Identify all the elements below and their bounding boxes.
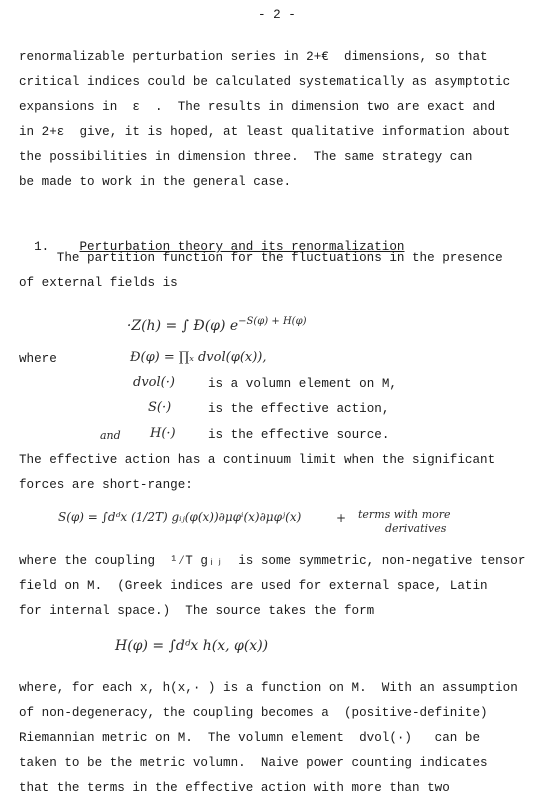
text-line: The partition function for the fluctuations in the presence: [19, 251, 503, 265]
section-heading: [19, 226, 404, 254]
source-description: is the effective source.: [208, 428, 390, 442]
text-line: of external fields is: [19, 276, 178, 290]
text-line: critical indices could be calculated systematically as asymptotic: [19, 75, 511, 89]
text-line: taken to be the metric volumn. Naive power counting indicates: [19, 756, 488, 770]
text-line: of non-degeneracy, the coupling becomes a (positive-definite): [19, 706, 488, 720]
text-line: in 2+ε give, it is hoped, at least qualitative information about: [19, 125, 511, 139]
text-line: for internal space.) The source takes the form: [19, 604, 375, 618]
equation-effective-action: S(φ) = ∫dᵈx (1/2T) gᵢⱼ(φ(x))∂μφⁱ(x)∂μφʲ(x): [58, 510, 302, 524]
text-line: The effective action has a continuum limit when the significant: [19, 453, 496, 467]
and-label: and: [100, 429, 121, 442]
dvol-description: is a volumn element on M,: [208, 377, 397, 391]
text-line: be made to work in the general case.: [19, 175, 292, 189]
where-label: where: [19, 352, 57, 366]
text-line: the possibilities in dimension three. The same strategy can: [19, 150, 473, 164]
text-line: forces are short-range:: [19, 478, 193, 492]
more-terms-note: terms with more: [358, 508, 451, 521]
measure-definition: Đ(φ) = ∏ₓ dvol(φ(x)),: [130, 350, 267, 365]
equation-exponent: −S(φ) + H(φ): [238, 316, 307, 327]
dvol-symbol: dvol(·): [133, 375, 175, 390]
action-symbol: S(·): [148, 400, 172, 415]
page-number: - 2 -: [258, 8, 296, 22]
equation-partition-function: [118, 302, 306, 336]
text-line: where, for each x, h(x,· ) is a function on M. With an assumption: [19, 681, 518, 695]
plus-sign: +: [336, 511, 347, 525]
text-line: Riemannian metric on M. The volumn element dvol(·) can be: [19, 731, 481, 745]
text-line: field on M. (Greek indices are used for external space, Latin: [19, 579, 488, 593]
equation-source: H(φ) = ∫dᵈx h(x, φ(x)): [115, 638, 269, 654]
section-title: Perturbation theory and its renormalization: [79, 240, 405, 254]
text-line: where the coupling ¹⁄T gᵢⱼ is some symmetric, non-negative tensor: [19, 554, 526, 568]
more-terms-note: derivatives: [385, 522, 447, 535]
source-symbol: H(·): [150, 426, 176, 441]
text-line: that the terms in the effective action with more than two: [19, 781, 450, 795]
action-description: is the effective action,: [208, 402, 390, 416]
text-line: expansions in ε . The results in dimension two are exact and: [19, 100, 496, 114]
text-line: renormalizable perturbation series in 2+€ dimensions, so that: [19, 50, 488, 64]
section-number: 1.: [34, 240, 50, 254]
equation-lhs: ·Z(h) = ∫ Đ(φ) e: [126, 318, 239, 334]
